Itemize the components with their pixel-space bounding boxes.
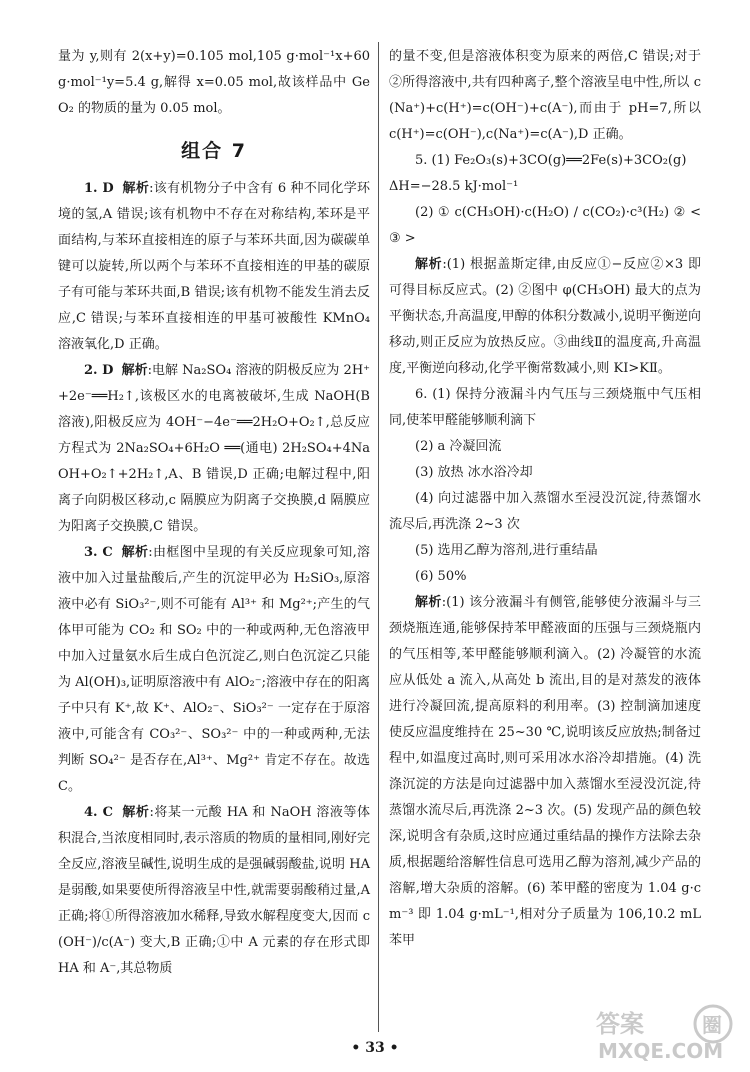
answer-1-text: :该有机物分子中含有 6 种不同化学环境的氢,A 错误;该有机物中不存在对称结构,苯环是平面结构,与苯环直接相连的原子与苯环共面,因为碳碳单键可以旋转,所以两个与苯环不直接相连的甲基的碳原子有可能与苯环共面,B 错误;该有机物不能发生消去反应,C 错误;与苯环直接相连的甲基可被酸性 KMnO₄ 溶液氧化,D 正确。 bbox=[58, 181, 371, 352]
answer-3-number: 3. C bbox=[84, 545, 113, 560]
answer-4-number: 4. C bbox=[84, 805, 113, 820]
answer-6-part6: (6) 50% bbox=[415, 569, 467, 584]
answer-1 bbox=[58, 176, 370, 358]
answer-6-part4: (4) 向过滤器中加入蒸馏水至浸没沉淀,待蒸馏水流尽后,再洗涤 2~3 次 bbox=[389, 491, 701, 532]
answer-2 bbox=[58, 358, 370, 540]
answer-5-explanation bbox=[389, 252, 701, 382]
answer-5-explanation-text: :(1) 根据盖斯定律,由反应①−反应②×3 即可得目标反应式。(2) ②图中 φ(CH₃OH) 最大的点为平衡状态,升高温度,甲醇的体积分数减小,说明平衡逆向移动,则正反应为放热反应。③曲线Ⅱ的温度高,升高温度,平衡逆向移动,化学平衡常数减小,则 KⅠ>KⅡ。 bbox=[389, 257, 701, 376]
answer-6-label: 解析 bbox=[415, 595, 442, 610]
answer-4-text: :将某一元酸 HA 和 NaOH 溶液等体积混合,当浓度相同时,表示溶质的物质的量相同,刚好完全反应,溶液呈碱性,说明生成的是强碱弱酸盐,说明 HA 是弱酸,如果要使所得溶液呈中性,就需要弱酸稍过量,A 正确;将①所得溶液加水稀释,导致水解程度变大,因而 c(OH⁻)/c(A⁻) 变大,B 正确;①中 A 元素的存在形式即 HA 和 A⁻,其总物质 bbox=[58, 805, 370, 976]
answer-2-label: 解析 bbox=[121, 363, 148, 378]
watermark-logo-icon bbox=[588, 1002, 738, 1064]
answer-6-explanation bbox=[389, 590, 701, 954]
page-number: • 33 • bbox=[351, 1040, 399, 1056]
svg-text:答案: 答案 bbox=[596, 1010, 644, 1038]
answer-2-text: :电解 Na₂SO₄ 溶液的阴极反应为 2H⁺+2e⁻══H₂↑,该极区水的电离被破坏,生成 NaOH(B 溶液),阳极反应为 4OH⁻−4e⁻══2H₂O+O₂↑,总反应方程式为 2Na₂SO₄+6H₂O ══(通电) 2H₂SO₄+4NaOH+O₂↑+2H₂↑,A、B 错误,D 正确;电解过程中,阳离子向阴极区移动,c 隔膜应为阴离子交换膜,d 隔膜应为阳离子交换膜,C 错误。 bbox=[58, 363, 371, 534]
svg-text:MXQE.COM: MXQE.COM bbox=[598, 1039, 724, 1063]
answer-3 bbox=[58, 540, 370, 800]
answer-4 bbox=[58, 800, 370, 982]
answer-1-label: 解析 bbox=[122, 181, 150, 196]
answer-1-number: 1. D bbox=[84, 181, 114, 196]
answer-6-part5: (5) 选用乙醇为溶剂,进行重结晶 bbox=[415, 543, 598, 558]
answer-5-equation: 5. (1) Fe₂O₃(s)+3CO(g)══2Fe(s)+3CO₂(g) bbox=[415, 153, 687, 168]
section-title: 组合 7 bbox=[181, 140, 247, 162]
answer-3-label: 解析 bbox=[121, 545, 149, 560]
answer-2-number: 2. D bbox=[84, 363, 114, 378]
answer-5-enthalpy: ΔH=−28.5 kJ·mol⁻¹ bbox=[389, 179, 519, 194]
answer-4-continued: 的量不变,但是溶液体积变为原来的两倍,C 错误;对于②所得溶液中,共有四种离子,整个溶液呈电中性,所以 c(Na⁺)+c(H⁺)=c(OH⁻)+c(A⁻),而由于 pH=7,所以 c(H⁺)=c(OH⁻),c(Na⁺)=c(A⁻),D 正确。 bbox=[389, 49, 701, 142]
answer-6-part2: (2) a 冷凝回流 bbox=[415, 439, 502, 454]
answer-6-part1: 6. (1) 保持分液漏斗内气压与三颈烧瓶中气压相同,使苯甲醛能够顺利滴下 bbox=[389, 387, 701, 428]
svg-text:圈: 圈 bbox=[702, 1013, 722, 1037]
answer-5-part2: (2) ① c(CH₃OH)·c(H₂O) / c(CO₂)·c³(H₂) ② < ③ > bbox=[389, 205, 701, 246]
answer-6-explanation-text: :(1) 该分液漏斗有侧管,能够使分液漏斗与三颈烧瓶连通,能够保持苯甲醛液面的压强与三颈烧瓶内的气压相等,苯甲醛能够顺利滴入。(2) 冷凝管的水流应从低处 a 流入,从高处 b 流出,目的是对蒸发的液体进行冷凝回流,提高原料的利用率。(3) 控制滴加速度使反应温度维持在 25~30 ℃,说明该反应放热;制备过程中,如温度过高时,则可采用冰水浴冷却措施。(4) 洗涤沉淀的方法是向过滤器中加入蒸馏水至浸没沉淀,待蒸馏水流尽后,再洗涤 2~3 次。(5) 发现产品的颜色较深,说明含有杂质,这时应通过重结晶的操作方法除去杂质,根据题给溶解性信息可选用乙醇为溶剂,减少产品的溶解,增大杂质的溶解。(6) 苯甲醛的密度为 1.04 g·cm⁻³ 即 1.04 g·mL⁻¹,相对分子质量为 106,10.2 mL 苯甲 bbox=[389, 595, 701, 948]
answer-6-part3: (3) 放热 冰水浴冷却 bbox=[415, 465, 533, 480]
answer-4-label: 解析 bbox=[122, 805, 150, 820]
intro-paragraph: 量为 y,则有 2(x+y)=0.105 mol,105 g·mol⁻¹x+60 g·mol⁻¹y=5.4 g,解得 x=0.05 mol,故该样品中 GeO₂ 的物质的量为 0.05 mol。 bbox=[58, 49, 370, 116]
right-column bbox=[389, 44, 701, 954]
column-divider bbox=[378, 42, 379, 1032]
left-column bbox=[58, 44, 370, 982]
answer-5-label: 解析 bbox=[415, 257, 443, 272]
answer-3-text: :由框图中呈现的有关反应现象可知,溶液中加入过量盐酸后,产生的沉淀甲必为 H₂SiO₃,原溶液中必有 SiO₃²⁻,则不可能有 Al³⁺ 和 Mg²⁺;产生的气体甲可能为 CO₂ 和 SO₂ 中的一种或两种,无色溶液甲中加入过量氨水后生成白色沉淀乙,则白色沉淀乙只能为 Al(OH)₃,证明原溶液中有 AlO₂⁻;溶液中存在的阳离子中只有 K⁺,故 K⁺、AlO₂⁻、SiO₃²⁻ 一定存在于原溶液中,可能含有 CO₃²⁻、SO₃²⁻ 中的一种或两种,无法判断 SO₄²⁻ 是否存在,Al³⁺、Mg²⁺ 肯定不存在。故选 C。 bbox=[58, 545, 371, 794]
